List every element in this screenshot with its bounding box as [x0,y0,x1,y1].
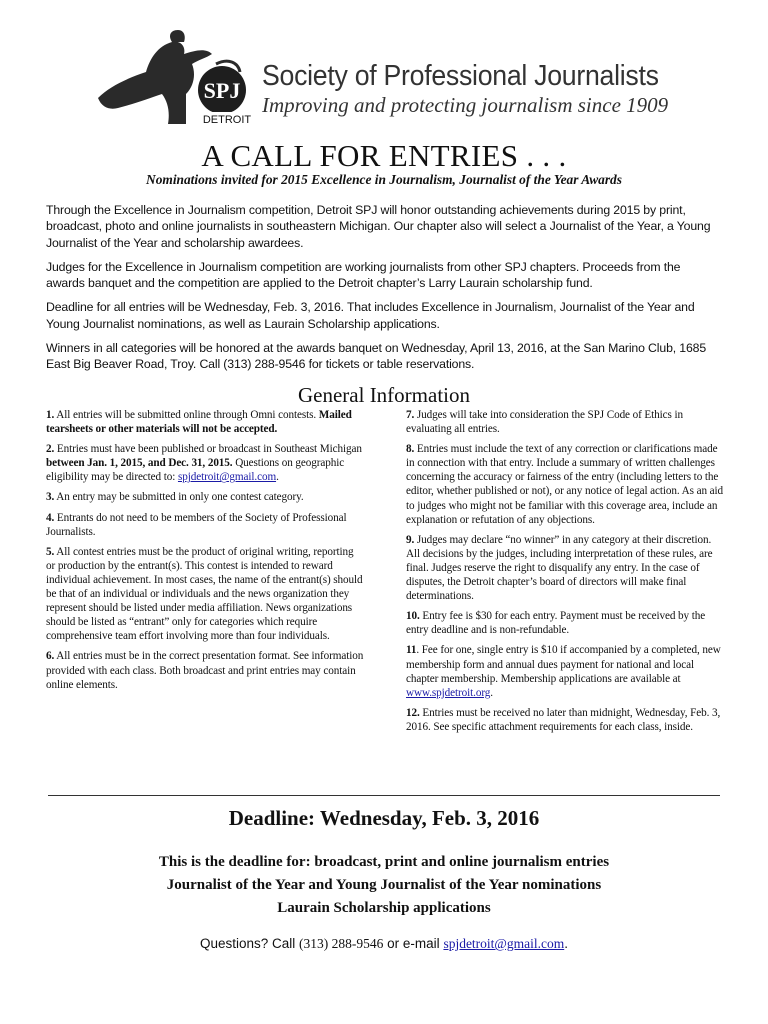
rule-11: 11. Fee for one, single entry is $10 if accompanied by a completed, new membership form and annual dues payment for national and local chapter membership. Membership applications are available at www.spjdetroit.org. [406,644,721,699]
rule-1: 1. All entries will be submitted online through Omni contests. Mailed tearsheets or other materials will not be accepted. [46,409,352,436]
phone-number: (313) 288-9546 [299,936,384,951]
org-name: Society of Professional Journalists [262,60,659,92]
general-information-heading: General Information [297,383,470,407]
intro-section [46,202,722,381]
intro-paragraph: Judges for the Excellence in Journalism competition are working journalists from other SPJ chapters. Proceeds from the awards banquet and the competition are applied to the Detroit chapter’s Larry Laurain scholarship fund. [46,259,681,291]
deadline-details [0,851,768,920]
logo-chapter-label: DETROIT [202,114,252,126]
page-title: A CALL FOR ENTRIES . . . [201,138,567,173]
rule-3: 3. An entry may be submitted in only one contest category. [46,491,304,504]
rule-7: 7. Judges will take into consideration the SPJ Code of Ethics in evaluating all entries. [406,409,683,436]
section-divider [48,795,720,796]
deadline-line: This is the deadline for: broadcast, print and online journalism entries [158,854,610,870]
page-subtitle: Nominations invited for 2015 Excellence in Journalism, Journalist of the Year Awards [146,172,622,187]
intro-paragraph: Winners in all categories will be honored at the awards banquet on Wednesday, April 13, 2016, at the San Marino Club, 1685 East Big Beaver Road, Troy. Call (313) 288-9546 for tickets or table reservations. [46,341,707,372]
rule-2: 2. Entries must have been published or broadcast in Southeast Michigan between Jan. 1, 2015, and Dec. 31, 2015. Questions on geographic eligibility may be directed to: spjdetroit@gmail.com. [46,443,362,484]
rule-6: 6. All entries must be in the correct presentation format. See information provided with each class. Both broadcast and print entries may contain online elements. [46,650,364,691]
intro-paragraph: Through the Excellence in Journalism competition, Detroit SPJ will honor outstanding achievements during 2015 by print, broadcast, photo and online journalists in southeastern Michigan. Our chapter also will select a Journalist of the Year, a Young Journalist of the Year and scholarship awardees. [46,203,711,250]
rule-4: 4. Entrants do not need to be members of the Society of Professional Journalists. [46,511,347,538]
rule-9: 9. Judges may declare “no winner” in any category at their discretion. All decisions by the judges, including interpretation of these rules, are final. Judges reserve the right to disqualify any entry. In the case of disputes, the Detroit chapter’s board of directors will make final determinations. [406,533,713,603]
intro-paragraph: Deadline for all entries will be Wednesday, Feb. 3, 2016. That includes Excellence in Journalism, Journalist of the Year and Young Journalist nominations, as well as Laurain Scholarship applications. [46,300,695,331]
contact-email-link[interactable]: spjdetroit@gmail.com [443,936,565,951]
rule-8: 8. Entries must include the text of any correction or clarifications made in connection with that entry. Include a summary of written challenges concerning the accuracy or fairness of the entry (including letters to the editor, whether published or not), or any notice of legal action. As an aid to judges who might not be familiar with this coverage area, include an explanation or refutation of any objections. [406,443,724,526]
rules-right-column [406,408,726,740]
deadline-heading: Deadline: Wednesday, Feb. 3, 2016 [228,806,540,830]
spj-detroit-logo [88,28,266,126]
deadline-line: Journalist of the Year and Young Journalist of the Year nominations [166,877,602,893]
org-tagline: Improving and protecting journalism since 1909 [262,93,669,117]
deadline-line: Laurain Scholarship applications [277,900,491,916]
questions-contact: Questions? Call (313) 288-9546 or e-mail spjdetroit@gmail.com. [199,936,568,951]
rule-12: 12. Entries must be received no later than midnight, Wednesday, Feb. 3, 2016. See specific attachment requirements for each class, inside. [406,706,721,733]
rule-10: 10. Entry fee is $30 for each entry. Payment must be received by the entry deadline and is non-refundable. [406,610,706,637]
email-link[interactable]: spjdetroit@gmail.com [177,471,277,484]
rules-left-column [46,408,364,698]
website-link[interactable]: www.spjdetroit.org [406,686,491,699]
logo-spj-letters: SPJ [203,78,241,103]
rule-5: 5. All contest entries must be the product of original writing, reporting or production by the entrant(s). This contest is intended to reward individual achievement. In most cases, the name of the entrant(s) should be that of an individual or individuals and the news organization they represent should be listed under media affiliation. News organizations should be listed as “entrant” only for categories which require comprehensive team effort involving more than four individuals. [46,545,363,643]
